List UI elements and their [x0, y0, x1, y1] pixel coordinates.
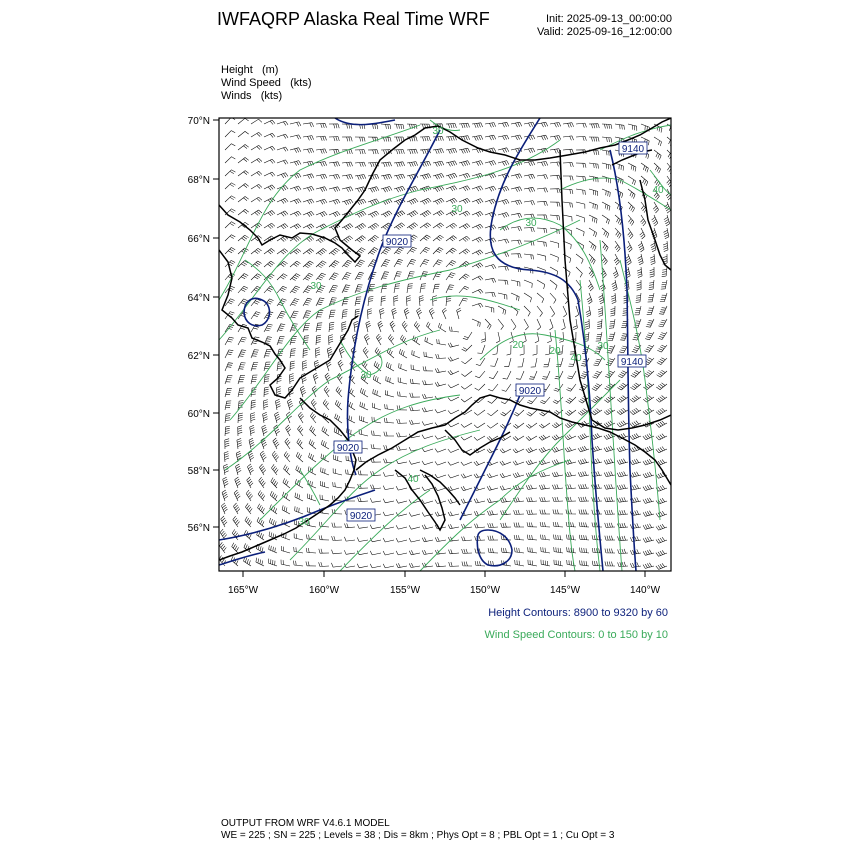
latitude-label: 56°N	[187, 523, 210, 534]
latitude-label: 60°N	[187, 409, 210, 420]
init-time: Init: 2025-09-13_00:00:00	[546, 13, 672, 25]
variable-wind-speed: Wind Speed (kts)	[221, 77, 312, 89]
variable-height: Height (m)	[221, 64, 279, 76]
wind-speed-contour-label: 40	[570, 353, 582, 364]
latitude-label: 68°N	[187, 175, 210, 186]
wind-speed-contour-label: 30	[451, 204, 463, 215]
wind-speed-contour-label: 30	[525, 218, 537, 229]
latitude-label: 66°N	[187, 234, 210, 245]
footer-config-line: WE = 225 ; SN = 225 ; Levels = 38 ; Dis = 8km ; Phys Opt = 8 ; PBL Opt = 1 ; Cu Opt = 3	[221, 830, 615, 841]
height-contour-legend: Height Contours: 8900 to 9320 by 60	[488, 607, 668, 619]
wind-speed-contour-label: 20	[549, 346, 561, 357]
wind-speed-contour-label: 30	[298, 517, 310, 528]
wind-speed-contour-label: 40	[407, 474, 419, 485]
wind-speed-contour-label: 30	[597, 341, 609, 352]
wind-speed-contour-legend: Wind Speed Contours: 0 to 150 by 10	[484, 629, 668, 641]
latitude-label: 64°N	[187, 293, 210, 304]
height-contour-label: 9020	[349, 511, 373, 522]
longitude-label: 145°W	[549, 585, 581, 596]
height-contour-label: 9020	[385, 237, 409, 248]
height-contour-label: 9140	[620, 357, 644, 368]
longitude-label: 165°W	[227, 585, 259, 596]
wind-speed-contour-label: 40	[652, 185, 664, 196]
latitude-labels	[188, 116, 210, 534]
latitude-label: 62°N	[187, 351, 210, 362]
wind-speed-contour-label: 30	[432, 126, 444, 137]
latitude-label: 58°N	[187, 466, 210, 477]
footer-model-line: OUTPUT FROM WRF V4.6.1 MODEL	[221, 818, 390, 829]
valid-time: Valid: 2025-09-16_12:00:00	[537, 26, 672, 38]
longitude-label: 150°W	[469, 585, 501, 596]
wind-speed-contour-label: 30	[310, 281, 322, 292]
longitude-label: 140°W	[629, 585, 661, 596]
wind-speed-contour-label: 30	[360, 370, 372, 381]
wind-speed-contour-label: 20	[512, 340, 524, 351]
height-contour-label: 9020	[518, 386, 542, 397]
height-contour-label: 9020	[336, 443, 360, 454]
height-contour-label: 9140	[621, 144, 645, 155]
variable-winds: Winds (kts)	[221, 90, 283, 102]
longitude-labels	[228, 585, 661, 596]
longitude-label: 160°W	[308, 585, 340, 596]
page-title: IWFAQRP Alaska Real Time WRF	[217, 9, 490, 29]
latitude-label: 70°N	[187, 116, 210, 127]
longitude-label: 155°W	[389, 585, 421, 596]
